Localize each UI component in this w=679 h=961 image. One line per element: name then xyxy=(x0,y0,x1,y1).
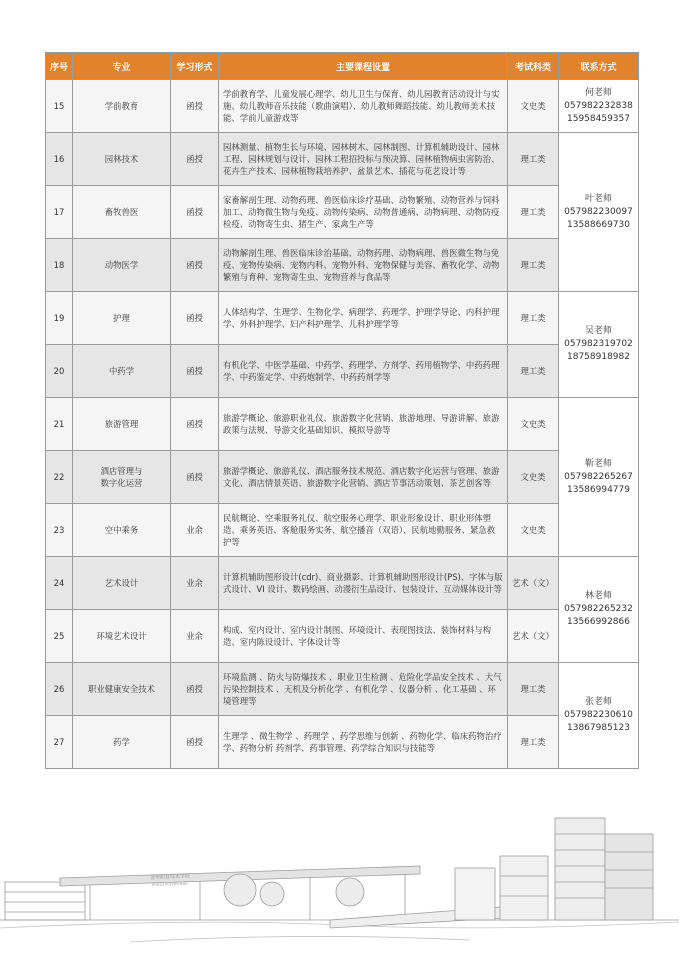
row-major: 旅游管理 xyxy=(73,398,171,451)
row-courses: 民航概论、空乘服务礼仪、航空服务心理学、职业形象设计、职业形体塑造、乘务英语、客舱服务实务、航空播音（双语）、民航地勤服务、紧急救护等 xyxy=(219,504,508,557)
row-form: 函授 xyxy=(171,292,219,345)
row-form: 业余 xyxy=(171,504,219,557)
row-courses: 计算机辅助图形设计(cdr)、商业摄影、计算机辅助图形设计(PS)、字体与版式设计、VI 设计、数码绘画、动漫衍生品设计、包装设计、互动媒体设计等 xyxy=(219,557,508,610)
campus-illustration xyxy=(0,800,679,950)
table-row xyxy=(46,80,639,133)
header-exam: 考试科类 xyxy=(508,53,559,80)
contact-phone: 057982232838 xyxy=(564,100,633,111)
program-table xyxy=(45,52,639,769)
table-row xyxy=(46,292,639,345)
contact-mobile: 13588669730 xyxy=(567,219,630,230)
row-form: 函授 xyxy=(171,398,219,451)
row-exam: 文史类 xyxy=(508,504,559,557)
row-major: 园林技术 xyxy=(73,133,171,186)
contact-cell xyxy=(559,398,639,557)
row-major: 动物医学 xyxy=(73,239,171,292)
row-courses: 环境监测 、防火与防爆技术 、职业卫生检测 、危险化学品安全技术 、大气污染控制技术 、无机及分析化学 、有机化学 、仪器分析 、化工基础 、环境管理等 xyxy=(219,663,508,716)
contact-phone: 057982319702 xyxy=(564,339,633,349)
row-courses: 家畜解剖生理、动物药理、兽医临床诊疗基础、动物繁殖、动物营养与饲料加工、动物微生物与免疫、动物传染病、动物普通病、动物病理、动物防疫检疫、动物寄生虫、猪生产、家禽生产等 xyxy=(219,186,508,239)
row-no: 18 xyxy=(46,239,73,292)
row-no: 24 xyxy=(46,557,73,610)
row-exam: 文史类 xyxy=(508,398,559,451)
contact-cell xyxy=(559,557,639,663)
table-row xyxy=(46,716,639,769)
contact-mobile: 15958459357 xyxy=(567,113,630,124)
contact-phone: 057982230097 xyxy=(564,206,633,217)
row-no: 23 xyxy=(46,504,73,557)
row-exam: 文史类 xyxy=(508,451,559,504)
table-row xyxy=(46,451,639,504)
contact-phone: 057982265232 xyxy=(564,604,633,614)
table-header-row xyxy=(46,53,639,80)
contact-cell xyxy=(559,133,639,292)
row-form: 函授 xyxy=(171,345,219,398)
header-form: 学习形式 xyxy=(171,53,219,80)
table-row xyxy=(46,345,639,398)
header-no: 序号 xyxy=(46,53,73,80)
school-sign-text: 金华职业技术学院 xyxy=(149,873,191,881)
contact-cell xyxy=(559,663,639,769)
school-sign-en: JINHUA POLYTECHNIC xyxy=(151,881,189,887)
row-courses: 人体结构学、生理学、生物化学、病理学、药理学、护理学导论、内科护理学、外科护理学、妇产科护理学、儿科护理学等 xyxy=(219,292,508,345)
row-courses: 学前教育学、儿童发展心理学、幼儿卫生与保育、幼儿园教育活动设计与实施、幼儿教师音乐技能（歌曲演唱）、幼儿教师舞蹈技能、幼儿教师美术技能、学前儿童游戏等 xyxy=(219,80,508,133)
row-exam: 理工类 xyxy=(508,186,559,239)
table-row xyxy=(46,504,639,557)
row-no: 19 xyxy=(46,292,73,345)
contact-name: 林老师 xyxy=(584,591,612,601)
row-exam: 理工类 xyxy=(508,133,559,186)
row-form: 函授 xyxy=(171,80,219,133)
row-major: 环境艺术设计 xyxy=(73,610,171,663)
row-exam: 艺术（文） xyxy=(508,557,559,610)
row-major: 药学 xyxy=(73,716,171,769)
row-courses: 旅游学概论、旅游礼仪、酒店服务技术规范、酒店数字化运营与管理、旅游文化、酒店情景英语、旅游数字化营销、酒店节事活动策划、茶艺创客等 xyxy=(219,451,508,504)
contact-phone: 057982230610 xyxy=(564,710,633,720)
table-row xyxy=(46,610,639,663)
row-form: 业余 xyxy=(171,557,219,610)
contact-name: 靳老师 xyxy=(584,458,612,469)
row-form: 函授 xyxy=(171,133,219,186)
row-courses: 构成、室内设计、室内设计制图、环境设计、表现图技法、装饰材料与构造、室内陈设设计、字体设计等 xyxy=(219,610,508,663)
row-no: 22 xyxy=(46,451,73,504)
table-row xyxy=(46,398,639,451)
header-courses: 主要课程设置 xyxy=(219,53,508,80)
contact-name: 何老师 xyxy=(584,87,612,98)
row-exam: 文史类 xyxy=(508,80,559,133)
row-exam: 理工类 xyxy=(508,663,559,716)
row-form: 函授 xyxy=(171,186,219,239)
contact-mobile: 13867985123 xyxy=(567,723,630,733)
header-contact: 联系方式 xyxy=(559,53,639,80)
row-courses: 园林测量、植物生长与环境、园林树木、园林制图、计算机辅助设计、园林工程、园林规划与设计、园林工程招投标与预决算、园林植物病虫害防治、花卉生产技术、园林植物栽培养护、盆景艺术、插花与花艺设计等 xyxy=(219,133,508,186)
row-major: 畜牧兽医 xyxy=(73,186,171,239)
table-row xyxy=(46,557,639,610)
row-no: 21 xyxy=(46,398,73,451)
row-no: 17 xyxy=(46,186,73,239)
contact-cell xyxy=(559,292,639,398)
row-no: 15 xyxy=(46,80,73,133)
row-major: 学前教育 xyxy=(73,80,171,133)
contact-name: 叶老师 xyxy=(584,193,612,204)
table-row xyxy=(46,663,639,716)
row-form: 函授 xyxy=(171,451,219,504)
contact-name: 张老师 xyxy=(584,697,612,707)
row-courses: 有机化学、中医学基础、中药学、药理学、方剂学、药用植物学、中药药理学、中药鉴定学、中药炮制学、中药药剂学等 xyxy=(219,345,508,398)
table-row xyxy=(46,133,639,186)
row-courses: 旅游学概论、旅游职业礼仪、旅游数字化营销、旅游地理、导游讲解、旅游政策与法规、导游文化基础知识、模拟导游等 xyxy=(219,398,508,451)
contact-phone: 057982265267 xyxy=(564,471,633,482)
contact-mobile: 18758918982 xyxy=(567,352,630,362)
contact-mobile: 13566992866 xyxy=(567,617,630,627)
row-major: 酒店管理与 数字化运营 xyxy=(73,451,171,504)
row-form: 业余 xyxy=(171,610,219,663)
row-form: 函授 xyxy=(171,716,219,769)
row-exam: 理工类 xyxy=(508,345,559,398)
table-row xyxy=(46,186,639,239)
row-no: 16 xyxy=(46,133,73,186)
table-row xyxy=(46,239,639,292)
row-major: 护理 xyxy=(73,292,171,345)
row-exam: 理工类 xyxy=(508,239,559,292)
row-no: 26 xyxy=(46,663,73,716)
row-major: 职业健康安全技术 xyxy=(73,663,171,716)
row-major: 艺术设计 xyxy=(73,557,171,610)
row-no: 27 xyxy=(46,716,73,769)
contact-cell xyxy=(559,80,639,133)
contact-name: 吴老师 xyxy=(584,326,612,336)
row-no: 25 xyxy=(46,610,73,663)
row-exam: 理工类 xyxy=(508,716,559,769)
row-exam: 理工类 xyxy=(508,292,559,345)
contact-mobile: 13586994779 xyxy=(567,484,630,495)
row-no: 20 xyxy=(46,345,73,398)
row-major: 中药学 xyxy=(73,345,171,398)
row-courses: 动物解剖生理、兽医临床诊治基础、动物药理、动物病理、兽医微生物与免疫、宠物传染病、宠物内科、宠物外科、宠物保健与美容、畜牧化学、动物繁殖与育种、宠物寄生虫、宠物营养与食品等 xyxy=(219,239,508,292)
header-major: 专业 xyxy=(73,53,171,80)
row-major: 空中乘务 xyxy=(73,504,171,557)
row-exam: 艺术（文） xyxy=(508,610,559,663)
row-form: 函授 xyxy=(171,663,219,716)
row-courses: 生理学 、微生物学 、药理学 、药学思维与创新 、药物化学、临床药物治疗学、药物分析 药剂学、药事管理、药学综合知识与技能等 xyxy=(219,716,508,769)
row-form: 函授 xyxy=(171,239,219,292)
